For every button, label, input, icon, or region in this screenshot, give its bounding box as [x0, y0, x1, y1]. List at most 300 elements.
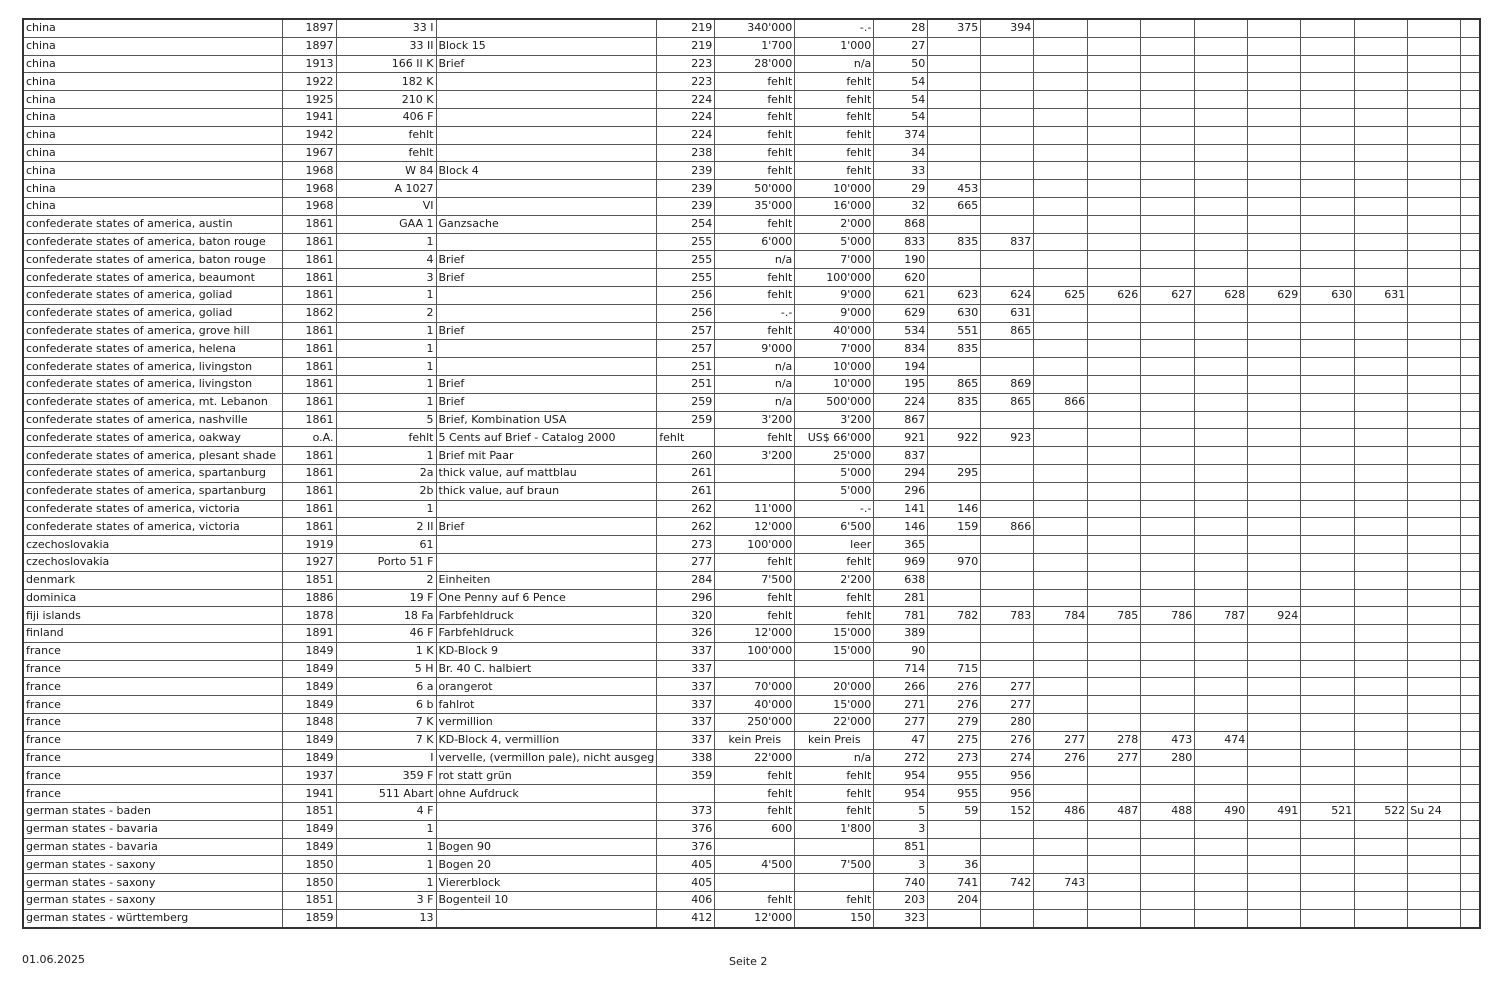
cell-page-ref: 337 — [657, 660, 715, 678]
table-row — [23, 144, 1480, 162]
cell-ref — [1408, 536, 1461, 554]
cell-catalog-no: 6 b — [336, 696, 436, 714]
cell-ref — [1195, 856, 1248, 874]
cell-description — [436, 340, 657, 358]
cell-ref — [981, 625, 1034, 643]
cell-ref — [1408, 785, 1461, 803]
cell-year: 1937 — [282, 767, 336, 785]
cell-description: Br. 40 C. halbiert — [436, 660, 657, 678]
cell-ref — [981, 411, 1034, 429]
cell-price-2: fehlt — [795, 126, 874, 144]
cell-ref — [1088, 411, 1141, 429]
cell-description — [436, 91, 657, 109]
cell-ref: 277 — [981, 678, 1034, 696]
cell-ref — [1248, 375, 1301, 393]
cell-ref: 867 — [874, 411, 928, 429]
cell-description: Brief mit Paar — [436, 447, 657, 465]
cell-ref — [1088, 144, 1141, 162]
cell-year: 1849 — [282, 820, 336, 838]
cell-ref — [1195, 642, 1248, 660]
cell-price-1: fehlt — [715, 269, 795, 287]
cell-ref — [1461, 625, 1480, 643]
cell-description: Ganzsache — [436, 215, 657, 233]
cell-ref — [1248, 571, 1301, 589]
cell-ref — [1141, 874, 1195, 892]
cell-description: Farbfehldruck — [436, 607, 657, 625]
cell-price-1: fehlt — [715, 553, 795, 571]
cell-ref: 833 — [874, 233, 928, 251]
cell-ref — [1034, 233, 1088, 251]
cell-page-ref: 259 — [657, 411, 715, 429]
cell-catalog-no: I — [336, 749, 436, 767]
cell-ref: 374 — [874, 126, 928, 144]
cell-ref — [1301, 340, 1355, 358]
cell-ref — [1355, 500, 1408, 518]
cell-page-ref: 239 — [657, 180, 715, 198]
cell-ref — [1141, 429, 1195, 447]
cell-year: 1849 — [282, 696, 336, 714]
cell-ref — [928, 571, 981, 589]
cell-ref — [1355, 464, 1408, 482]
cell-ref — [1355, 180, 1408, 198]
cell-year: 1850 — [282, 856, 336, 874]
cell-ref: 834 — [874, 340, 928, 358]
cell-ref — [1301, 429, 1355, 447]
cell-page-ref: 251 — [657, 358, 715, 376]
cell-page-ref: 239 — [657, 162, 715, 180]
cell-country: confederate states of america, plesant shade — [23, 447, 282, 465]
cell-ref — [1248, 411, 1301, 429]
cell-ref — [928, 55, 981, 73]
cell-country: china — [23, 126, 282, 144]
cell-ref — [1141, 180, 1195, 198]
cell-ref — [1461, 909, 1480, 927]
cell-ref: 630 — [928, 304, 981, 322]
cell-ref — [928, 162, 981, 180]
cell-ref — [928, 642, 981, 660]
cell-ref: 786 — [1141, 607, 1195, 625]
table-row — [23, 500, 1480, 518]
cell-ref — [1355, 767, 1408, 785]
cell-ref — [1034, 73, 1088, 91]
cell-ref: 272 — [874, 749, 928, 767]
cell-country: confederate states of america, helena — [23, 340, 282, 358]
cell-ref — [1034, 144, 1088, 162]
cell-ref — [1248, 589, 1301, 607]
cell-ref — [1248, 749, 1301, 767]
cell-price-1: 28'000 — [715, 55, 795, 73]
cell-price-2: 2'200 — [795, 571, 874, 589]
cell-catalog-no: 5 H — [336, 660, 436, 678]
cell-price-1: 3'200 — [715, 447, 795, 465]
cell-ref — [981, 37, 1034, 55]
cell-price-1: fehlt — [715, 286, 795, 304]
cell-ref: 453 — [928, 180, 981, 198]
cell-ref — [1034, 91, 1088, 109]
cell-ref — [1301, 447, 1355, 465]
table-row — [23, 269, 1480, 287]
cell-ref — [1408, 589, 1461, 607]
cell-ref — [928, 251, 981, 269]
cell-ref — [1141, 892, 1195, 910]
cell-ref — [1355, 785, 1408, 803]
cell-ref — [1461, 518, 1480, 536]
cell-year: 1968 — [282, 162, 336, 180]
cell-country: czechoslovakia — [23, 536, 282, 554]
cell-ref — [1461, 108, 1480, 126]
cell-ref — [1141, 233, 1195, 251]
cell-ref — [1195, 785, 1248, 803]
cell-catalog-no: fehlt — [336, 429, 436, 447]
cell-ref — [1355, 411, 1408, 429]
cell-ref — [1088, 340, 1141, 358]
cell-ref: 277 — [1088, 749, 1141, 767]
cell-ref — [1408, 838, 1461, 856]
cell-ref — [1195, 749, 1248, 767]
cell-page-ref: 251 — [657, 375, 715, 393]
cell-price-2: n/a — [795, 55, 874, 73]
cell-price-2: fehlt — [795, 162, 874, 180]
cell-ref: 665 — [928, 197, 981, 215]
cell-price-2: 5'000 — [795, 233, 874, 251]
cell-ref — [1141, 215, 1195, 233]
cell-ref — [981, 55, 1034, 73]
table-row — [23, 909, 1480, 927]
cell-country: confederate states of america, baton rouge — [23, 251, 282, 269]
cell-ref — [1141, 785, 1195, 803]
cell-ref — [1355, 19, 1408, 37]
cell-price-2: 40'000 — [795, 322, 874, 340]
cell-ref — [1195, 73, 1248, 91]
cell-ref: 276 — [928, 696, 981, 714]
cell-ref — [1408, 678, 1461, 696]
cell-country: china — [23, 37, 282, 55]
cell-ref — [1461, 714, 1480, 732]
cell-catalog-no: 5 — [336, 411, 436, 429]
cell-ref — [1355, 375, 1408, 393]
cell-ref: 866 — [1034, 393, 1088, 411]
cell-ref — [1461, 375, 1480, 393]
cell-ref — [1195, 393, 1248, 411]
cell-price-2: 15'000 — [795, 625, 874, 643]
cell-ref — [1408, 215, 1461, 233]
cell-country: china — [23, 180, 282, 198]
cell-ref — [1301, 820, 1355, 838]
cell-country: confederate states of america, livingston — [23, 375, 282, 393]
cell-ref — [1301, 678, 1355, 696]
cell-ref — [1141, 696, 1195, 714]
cell-country: german states - bavaria — [23, 838, 282, 856]
cell-ref — [1355, 482, 1408, 500]
cell-catalog-no: 1 — [336, 393, 436, 411]
cell-ref — [1141, 482, 1195, 500]
cell-ref — [1461, 767, 1480, 785]
cell-ref — [1355, 358, 1408, 376]
cell-year: 1861 — [282, 464, 336, 482]
cell-ref — [1301, 411, 1355, 429]
cell-ref — [1461, 429, 1480, 447]
cell-ref — [981, 126, 1034, 144]
cell-ref — [1088, 251, 1141, 269]
cell-ref — [1248, 358, 1301, 376]
cell-ref — [1248, 892, 1301, 910]
cell-year: 1851 — [282, 571, 336, 589]
cell-ref: 389 — [874, 625, 928, 643]
cell-price-1: 340'000 — [715, 19, 795, 37]
cell-ref — [1195, 482, 1248, 500]
cell-ref — [1034, 714, 1088, 732]
cell-ref — [1088, 589, 1141, 607]
cell-ref — [928, 73, 981, 91]
cell-ref — [1355, 393, 1408, 411]
cell-ref — [1355, 447, 1408, 465]
cell-ref — [1195, 838, 1248, 856]
cell-country: confederate states of america, spartanburg — [23, 482, 282, 500]
cell-description: KD-Block 4, vermillion — [436, 731, 657, 749]
table-row — [23, 749, 1480, 767]
cell-ref — [1408, 197, 1461, 215]
cell-country: confederate states of america, goliad — [23, 304, 282, 322]
cell-ref — [1088, 215, 1141, 233]
cell-year: 1861 — [282, 447, 336, 465]
cell-price-1: fehlt — [715, 126, 795, 144]
cell-ref: 955 — [928, 767, 981, 785]
cell-ref — [1195, 215, 1248, 233]
cell-country: china — [23, 19, 282, 37]
cell-description: Bogen 90 — [436, 838, 657, 856]
cell-ref — [1248, 91, 1301, 109]
cell-ref — [1461, 749, 1480, 767]
cell-ref: 375 — [928, 19, 981, 37]
cell-ref — [1195, 91, 1248, 109]
cell-description: Bogen 20 — [436, 856, 657, 874]
cell-year: 1851 — [282, 803, 336, 821]
cell-ref — [1408, 180, 1461, 198]
cell-ref — [928, 625, 981, 643]
cell-ref — [981, 820, 1034, 838]
cell-page-ref: 223 — [657, 73, 715, 91]
table-row — [23, 820, 1480, 838]
cell-ref — [1408, 731, 1461, 749]
cell-ref — [1034, 108, 1088, 126]
cell-price-2: 3'200 — [795, 411, 874, 429]
cell-ref — [1355, 874, 1408, 892]
cell-year: 1919 — [282, 536, 336, 554]
cell-ref — [1301, 607, 1355, 625]
cell-page-ref: 406 — [657, 892, 715, 910]
cell-ref — [1141, 625, 1195, 643]
cell-ref: 921 — [874, 429, 928, 447]
cell-ref: 522 — [1355, 803, 1408, 821]
cell-ref — [1034, 589, 1088, 607]
cell-country: france — [23, 749, 282, 767]
cell-ref — [1088, 162, 1141, 180]
cell-ref — [1461, 251, 1480, 269]
cell-year: 1927 — [282, 553, 336, 571]
cell-country: fiji islands — [23, 607, 282, 625]
cell-ref — [1248, 820, 1301, 838]
footer-date: 01.06.2025 — [22, 953, 85, 966]
cell-year: 1850 — [282, 874, 336, 892]
cell-price-1: 250'000 — [715, 714, 795, 732]
cell-ref — [928, 820, 981, 838]
cell-ref — [1034, 429, 1088, 447]
cell-ref — [1141, 197, 1195, 215]
cell-page-ref: 256 — [657, 286, 715, 304]
cell-ref — [1248, 678, 1301, 696]
cell-description — [436, 553, 657, 571]
cell-ref — [1461, 553, 1480, 571]
cell-ref — [1301, 785, 1355, 803]
cell-description: fahlrot — [436, 696, 657, 714]
table-row — [23, 482, 1480, 500]
cell-ref: 865 — [928, 375, 981, 393]
cell-ref: 54 — [874, 91, 928, 109]
cell-ref — [1408, 607, 1461, 625]
cell-ref: 323 — [874, 909, 928, 927]
cell-price-2: fehlt — [795, 892, 874, 910]
cell-catalog-no: 1 — [336, 820, 436, 838]
cell-ref: 5 — [874, 803, 928, 821]
cell-ref — [1195, 660, 1248, 678]
cell-ref — [1408, 642, 1461, 660]
cell-country: confederate states of america, victoria — [23, 500, 282, 518]
cell-country: german states - saxony — [23, 856, 282, 874]
cell-ref — [1408, 126, 1461, 144]
cell-ref — [1195, 375, 1248, 393]
cell-ref — [1355, 607, 1408, 625]
cell-price-2 — [795, 874, 874, 892]
cell-ref — [1301, 892, 1355, 910]
cell-ref — [1034, 838, 1088, 856]
cell-ref — [1408, 286, 1461, 304]
cell-ref — [981, 447, 1034, 465]
cell-ref — [1301, 322, 1355, 340]
cell-price-2: 9'000 — [795, 304, 874, 322]
cell-page-ref: 224 — [657, 91, 715, 109]
cell-description: Brief — [436, 269, 657, 287]
cell-ref: 474 — [1195, 731, 1248, 749]
cell-ref: 629 — [1248, 286, 1301, 304]
cell-ref — [1141, 55, 1195, 73]
cell-ref — [1034, 553, 1088, 571]
cell-price-2: 22'000 — [795, 714, 874, 732]
cell-catalog-no: 406 F — [336, 108, 436, 126]
cell-price-1: fehlt — [715, 589, 795, 607]
cell-ref: 27 — [874, 37, 928, 55]
cell-ref — [1034, 892, 1088, 910]
cell-ref — [1034, 660, 1088, 678]
cell-ref — [1301, 215, 1355, 233]
cell-catalog-no: 4 — [336, 251, 436, 269]
cell-ref — [928, 108, 981, 126]
cell-catalog-no: 1 — [336, 856, 436, 874]
cell-year: 1941 — [282, 108, 336, 126]
cell-year: 1922 — [282, 73, 336, 91]
cell-ref — [1408, 411, 1461, 429]
cell-ref — [1301, 856, 1355, 874]
cell-country: finland — [23, 625, 282, 643]
cell-ref: 277 — [1034, 731, 1088, 749]
cell-ref — [981, 358, 1034, 376]
cell-ref — [1408, 482, 1461, 500]
cell-description: Block 15 — [436, 37, 657, 55]
cell-year: 1861 — [282, 215, 336, 233]
cell-ref — [1195, 464, 1248, 482]
cell-ref: 278 — [1088, 731, 1141, 749]
cell-page-ref: 320 — [657, 607, 715, 625]
cell-price-1 — [715, 482, 795, 500]
cell-ref — [1248, 37, 1301, 55]
cell-ref — [1195, 269, 1248, 287]
cell-ref — [1355, 126, 1408, 144]
cell-ref — [1461, 856, 1480, 874]
cell-catalog-no: Porto 51 F — [336, 553, 436, 571]
cell-ref — [1461, 197, 1480, 215]
cell-price-1 — [715, 838, 795, 856]
cell-ref — [1408, 269, 1461, 287]
cell-description: Einheiten — [436, 571, 657, 589]
cell-price-2: n/a — [795, 749, 874, 767]
cell-price-2: 500'000 — [795, 393, 874, 411]
cell-page-ref — [657, 785, 715, 803]
cell-page-ref: 261 — [657, 464, 715, 482]
cell-ref — [1301, 642, 1355, 660]
table-row — [23, 856, 1480, 874]
table-row — [23, 678, 1480, 696]
cell-ref — [1301, 19, 1355, 37]
cell-page-ref: 257 — [657, 322, 715, 340]
cell-ref — [981, 251, 1034, 269]
cell-ref — [1301, 749, 1355, 767]
cell-ref: 835 — [928, 233, 981, 251]
cell-description — [436, 820, 657, 838]
cell-ref — [1248, 233, 1301, 251]
cell-year: 1861 — [282, 482, 336, 500]
cell-price-1: 50'000 — [715, 180, 795, 198]
cell-ref — [1195, 251, 1248, 269]
cell-page-ref: fehlt — [657, 429, 715, 447]
cell-ref: 271 — [874, 696, 928, 714]
cell-ref — [981, 660, 1034, 678]
cell-ref — [1248, 838, 1301, 856]
cell-ref — [1034, 482, 1088, 500]
cell-ref — [1301, 269, 1355, 287]
cell-ref — [1408, 251, 1461, 269]
cell-catalog-no: 46 F — [336, 625, 436, 643]
cell-catalog-no: 182 K — [336, 73, 436, 91]
cell-page-ref: 376 — [657, 820, 715, 838]
cell-ref — [1301, 660, 1355, 678]
cell-ref — [1408, 874, 1461, 892]
cell-year: 1941 — [282, 785, 336, 803]
cell-price-1: fehlt — [715, 108, 795, 126]
cell-description — [436, 233, 657, 251]
table-row — [23, 696, 1480, 714]
cell-ref — [1248, 251, 1301, 269]
cell-ref — [1034, 411, 1088, 429]
cell-ref — [1355, 197, 1408, 215]
cell-ref: 3 — [874, 856, 928, 874]
cell-ref — [1141, 340, 1195, 358]
cell-description — [436, 358, 657, 376]
cell-year: 1848 — [282, 714, 336, 732]
cell-ref — [1195, 589, 1248, 607]
cell-ref — [1088, 375, 1141, 393]
cell-ref — [1195, 678, 1248, 696]
cell-ref: 621 — [874, 286, 928, 304]
cell-ref — [1461, 73, 1480, 91]
